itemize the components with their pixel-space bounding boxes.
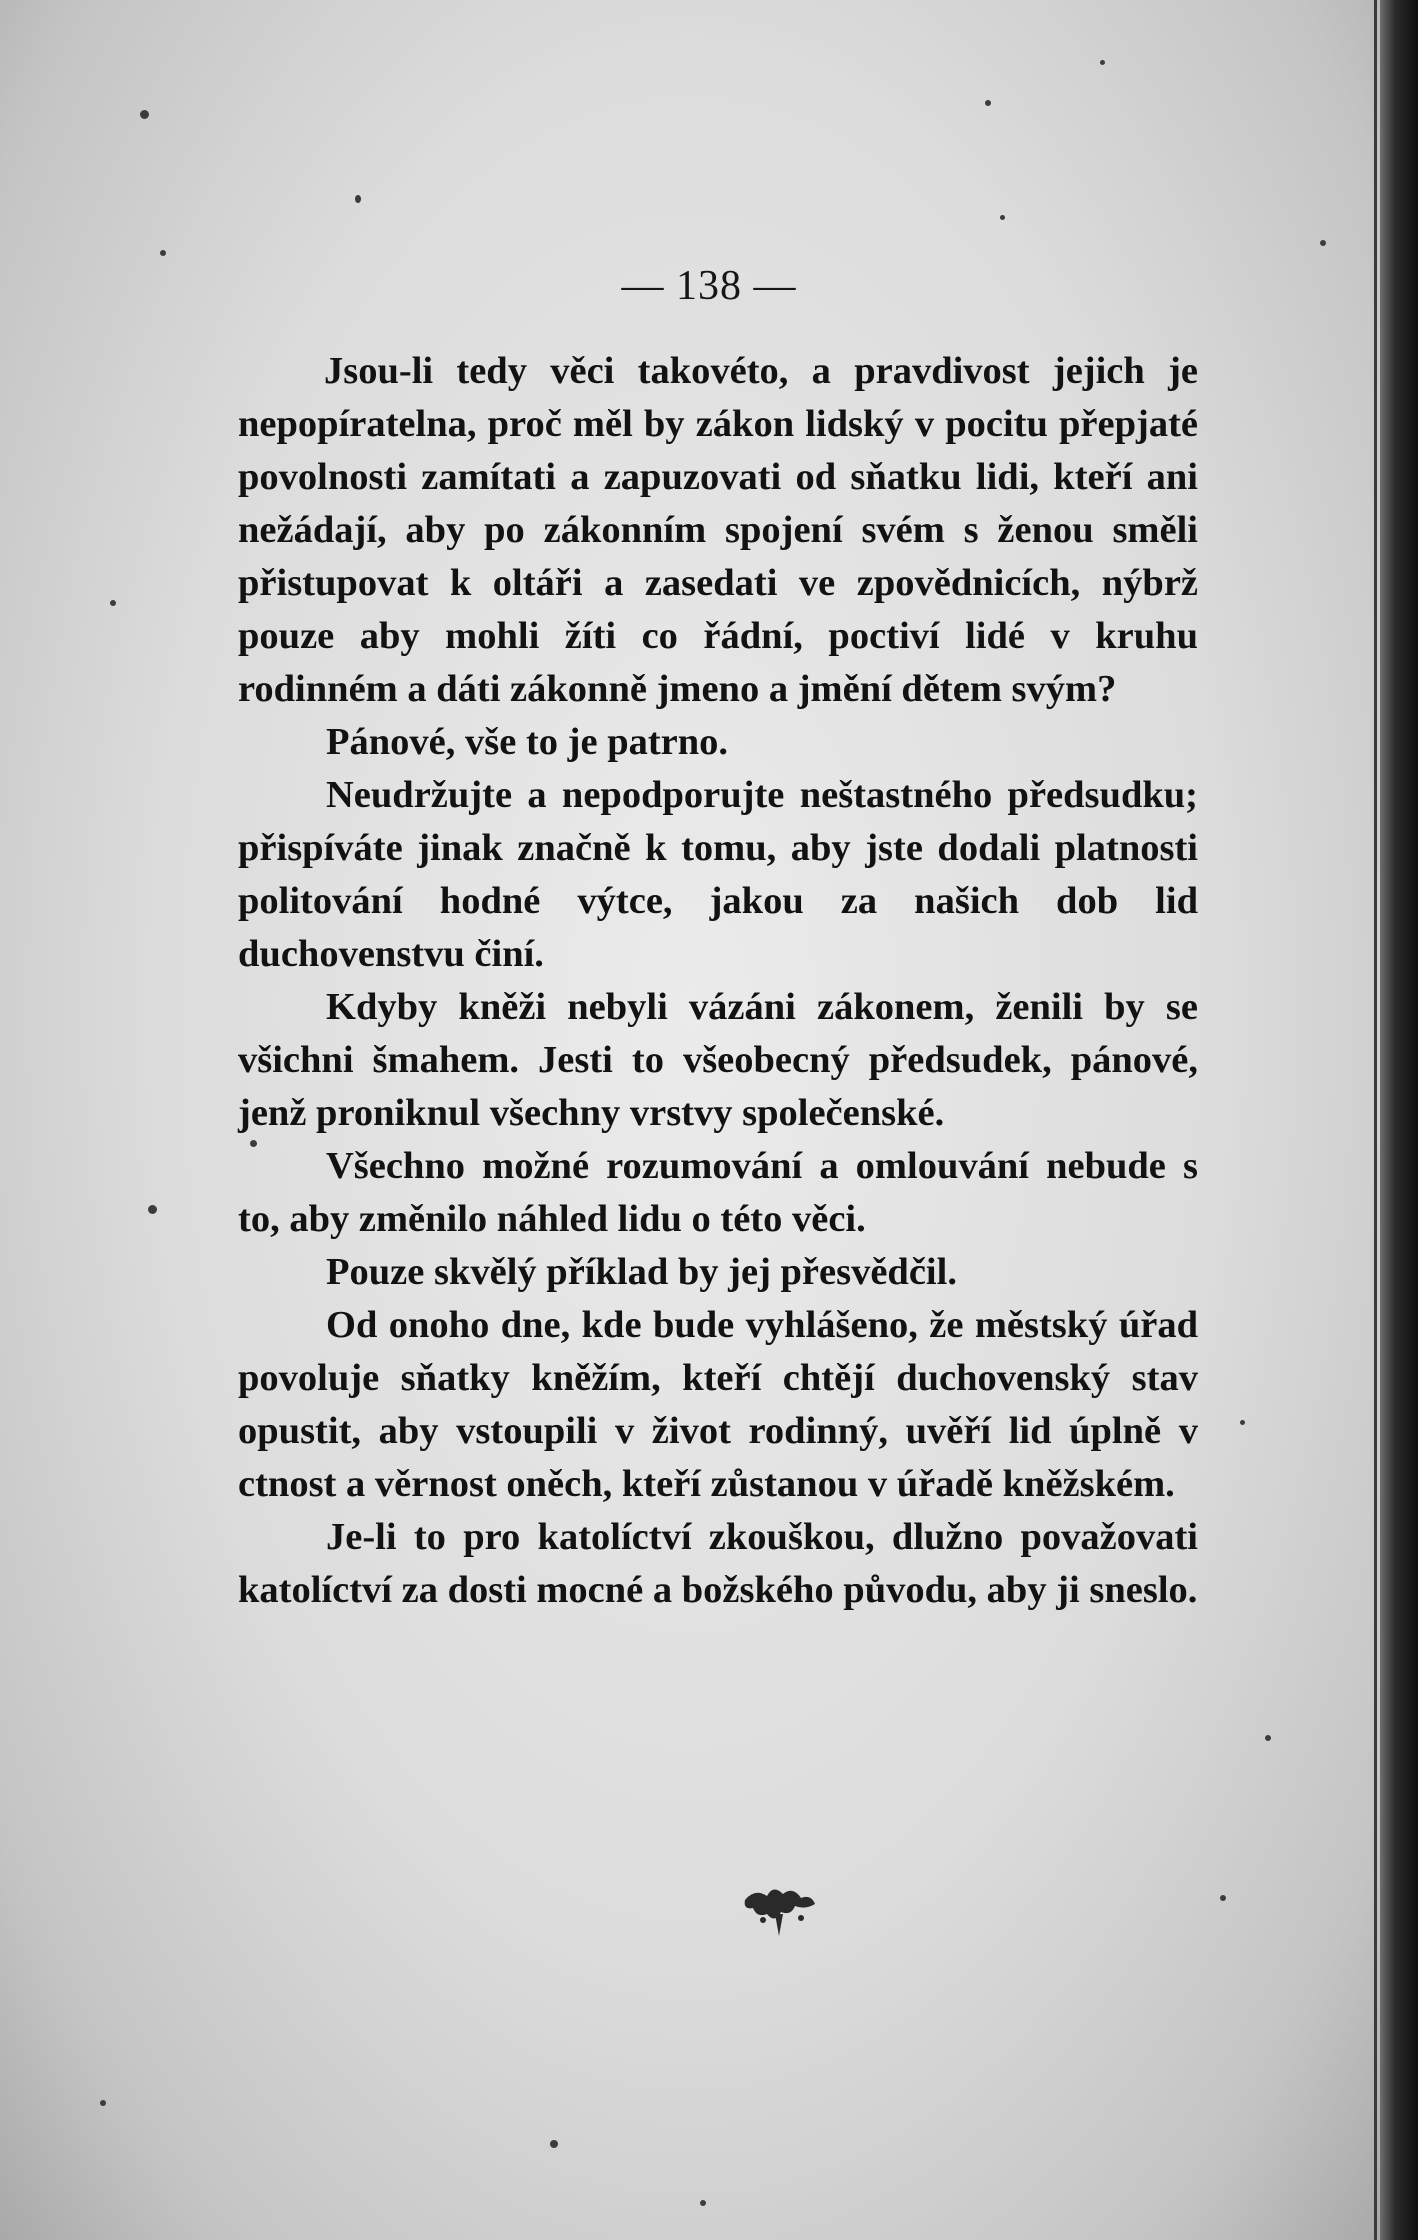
- paragraph: Kdyby kněži nebyli vázáni zákonem, ženili by se všichni šmahem. Jesti to všeobecný předsudek, pánové, jenž proniknul všechny vrstvy společenské.: [238, 986, 1198, 1134]
- dust-speck: [100, 2100, 106, 2106]
- body-text: [238, 345, 1198, 1617]
- dust-speck: [1100, 60, 1105, 65]
- dust-speck: [1240, 1420, 1245, 1425]
- dust-speck: [140, 110, 149, 119]
- page-edge: [1374, 0, 1377, 2240]
- paragraph: Neudržujte a nepodporujte neštastného předsudku; přispíváte jinak značně k tomu, aby jste dodali platnosti politování hodné výtce, jakou za našich dob lid duchovenstvu činí.: [238, 774, 1198, 975]
- paragraph: Pouze skvělý příklad by jej přesvědčil.: [326, 1251, 957, 1293]
- paragraph: Pánové, vše to je patrno.: [326, 721, 729, 763]
- dust-speck: [148, 1205, 157, 1214]
- dust-speck: [110, 600, 116, 606]
- paragraph: Všechno možné rozumování a omlouvání nebude s to, aby změnilo náhled lidu o této věci.: [238, 1145, 1198, 1240]
- page-number: — 138 —: [621, 263, 797, 309]
- dust-speck: [1265, 1735, 1271, 1741]
- dust-speck: [985, 100, 991, 106]
- dust-speck: [1320, 240, 1326, 246]
- dust-speck: [700, 2200, 706, 2206]
- printer-ornament-icon: [735, 1880, 825, 1940]
- paragraph: Od onoho dne, kde bude vyhlášeno, že městský úřad povoluje sňatky kněžím, kteří chtějí duchovenský stav opustit, aby vstoupili v život rodinný, uvěří lid úplně v ctnost a věrnost oněch, kteří zůstanou v úřadě kněžském.: [238, 1304, 1198, 1505]
- dust-speck: [160, 250, 166, 256]
- dust-speck: [1220, 1895, 1226, 1901]
- dust-speck: [550, 2140, 558, 2148]
- dust-speck: [355, 195, 361, 203]
- paragraph: Je-li to pro katolíctví zkouškou, dlužno považovati katolíctví za dosti mocné a božského původu, aby ji sneslo.: [238, 1516, 1198, 1611]
- dust-speck: [1000, 215, 1005, 220]
- paragraph: Jsou-li tedy věci takovéto, a pravdivost jejich je nepopíratelna, proč měl by zákon lidský v pocitu přepjaté povolnosti zamítati a zapuzovati od sňatku lidi, kteří ani nežádají, aby po zákonním spojení svém s ženou směli přistupovat k oltáři a zasedati ve zpovědnicích, nýbrž pouze aby mohli žíti co řádní, poctiví lidé v kruhu rodinném a dáti zákonně jmeno a jmění dětem svým?: [238, 350, 1198, 710]
- book-spine-shadow: [1380, 0, 1418, 2240]
